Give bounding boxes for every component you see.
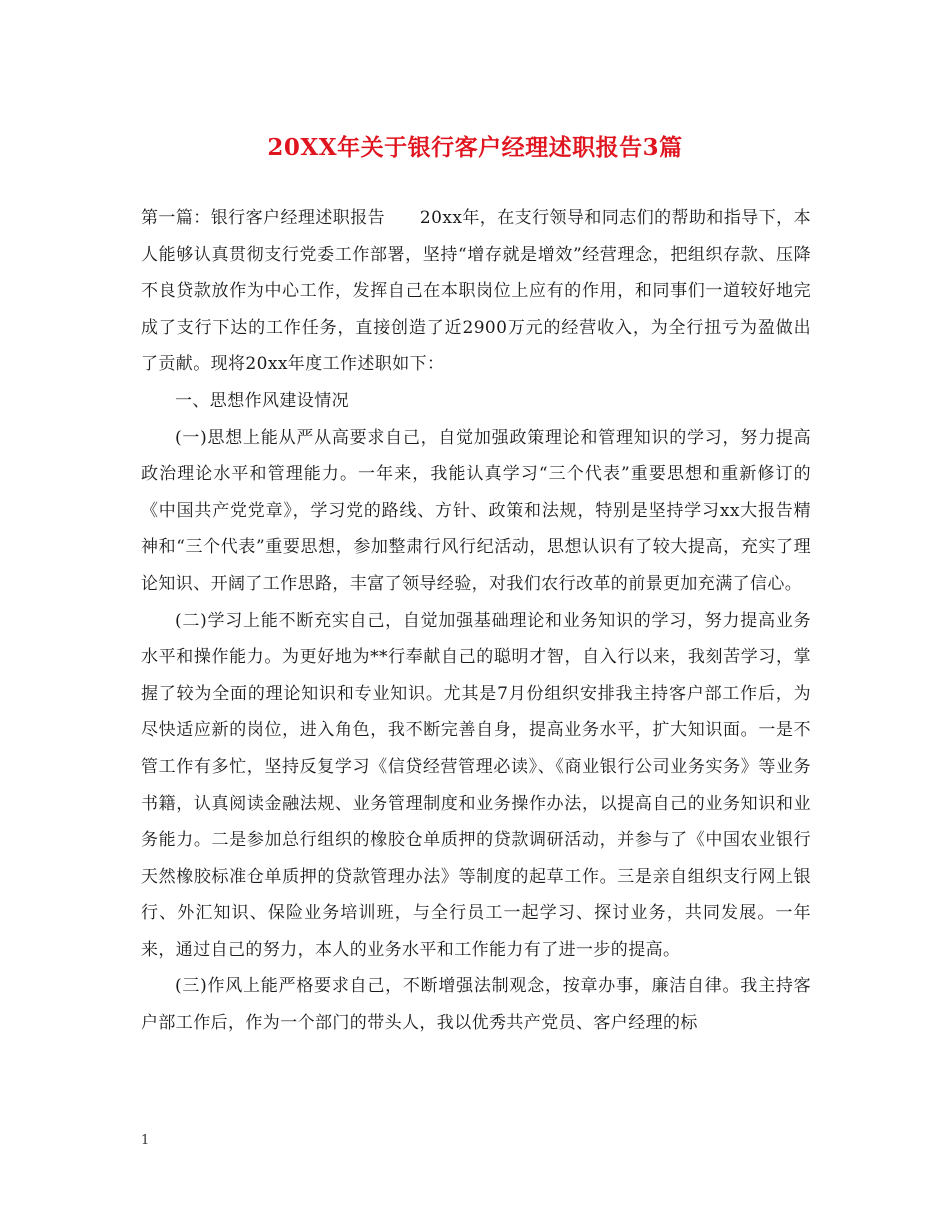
page-number: 1 [141, 1133, 150, 1148]
paragraph-item-2: (二)学习上能不断充实自己，自觉加强基础理论和业务知识的学习，努力提高业务水平和操作能力。为更好地为**行奉献自己的聪明才智，自入行以来，我刻苦学习，掌握了较为全面的理论知识和专业知识。尤其是7月份组织安排我主持客户部工作后，为尽快适应新的岗位，进入角色，我不断完善自身，提高业务水平，扩大知识面。一是不管工作有多忙，坚持反复学习《信贷经营管理必读》、《商业银行公司业务实务》等业务书籍，认真阅读金融法规、业务管理制度和业务操作办法，以提高自己的业务知识和业务能力。二是参加总行组织的橡胶仓单质押的贷款调研活动，并参与了《中国农业银行天然橡胶标准仓单质押的贷款管理办法》等制度的起草工作。三是亲自组织支行网上银行、外汇知识、保险业务培训班，与全行员工一起学习、探讨业务，共同发展。一年来，通过自己的努力，本人的业务水平和工作能力有了进一步的提高。 [141, 610, 811, 960]
paragraph-intro: 第一篇：银行客户经理述职报告 20xx年，在支行领导和同志们的帮助和指导下，本人能够认真贯彻支行党委工作部署，坚持“增存就是增效”经营理念，把组织存款、压降不良贷款放作为中心工作，发挥自己在本职岗位上应有的作用，和同事们一道较好地完成了支行下达的工作任务，直接创造了近2900万元的经营收入，为全行扭亏为盈做出了贡献。现将20xx年度工作述职如下： [141, 208, 811, 375]
paragraph-item-1: (一)思想上能从严从高要求自己，自觉加强政策理论和管理知识的学习，努力提高政治理论水平和管理能力。一年来，我能认真学习“三个代表”重要思想和重新修订的《中国共产党党章》，学习党的路线、方针、政策和法规，特别是坚持学习xx大报告精神和“三个代表”重要思想，参加整肃行风行纪活动，思想认识有了较大提高，充实了理论知识、开阔了工作思路，丰富了领导经验，对我们农行改革的前景更加充满了信心。 [141, 427, 811, 594]
document-title: 20XX年关于银行客户经理述职报告3篇 [267, 134, 683, 161]
document-body [141, 200, 811, 1042]
section-heading: 一、思想作风建设情况 [175, 390, 349, 411]
paragraph-item-3: (三)作风上能严格要求自己，不断增强法制观念，按章办事，廉洁自律。我主持客户部工作后，作为一个部门的带头人，我以优秀共产党员、客户经理的标 [141, 976, 811, 1034]
